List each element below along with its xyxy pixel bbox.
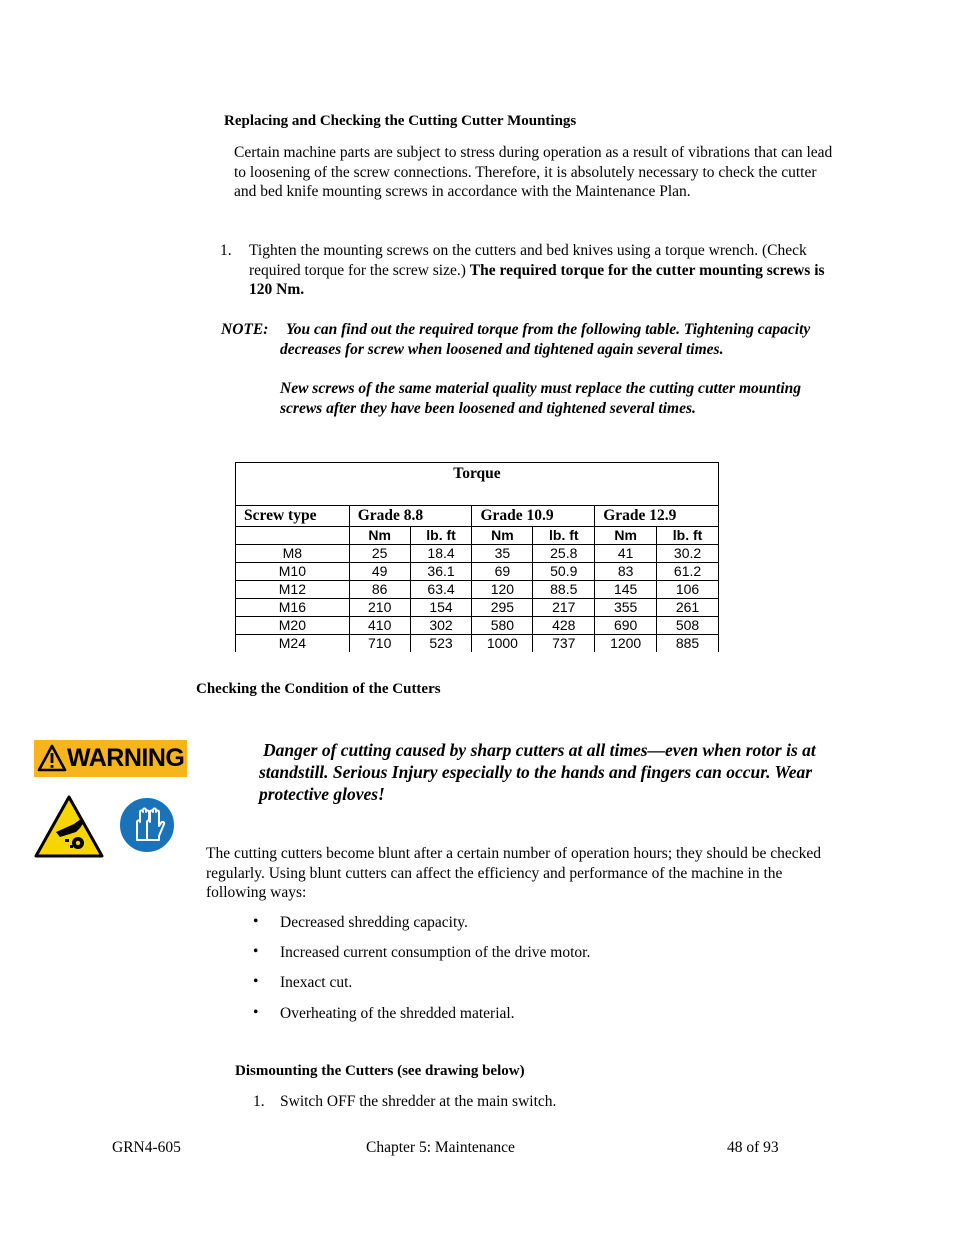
- grade-header: Grade 8.8: [349, 506, 472, 527]
- table-cell: 63.4: [410, 581, 472, 599]
- wear-gloves-icon: [118, 796, 176, 854]
- warning-triangle-icon: [37, 744, 67, 772]
- table-cell: 106: [657, 581, 719, 599]
- table-row: [236, 581, 719, 599]
- table-cell: 120: [472, 581, 533, 599]
- table-row: [236, 545, 719, 563]
- warning-badge: [34, 740, 187, 777]
- table-cell: M10: [236, 563, 350, 581]
- step-text: [249, 241, 831, 300]
- table-cell: M20: [236, 617, 350, 635]
- warning-label: WARNING: [67, 744, 185, 772]
- table-cell: 50.9: [533, 563, 595, 581]
- grade-header: Grade 10.9: [472, 506, 595, 527]
- unit-cell: lb. ft: [657, 527, 719, 545]
- table-cell: 1000: [472, 635, 533, 653]
- unit-cell: Nm: [349, 527, 410, 545]
- section-heading-cutter-condition: Checking the Condition of the Cutters: [196, 681, 441, 697]
- table-row: [236, 635, 719, 653]
- bullet-icon: •: [253, 973, 259, 990]
- step-number: 1.: [220, 242, 232, 259]
- step-text-bold: The required torque for the cutter mounting screws is 120 Nm.: [249, 261, 825, 299]
- condition-intro-paragraph: The cutting cutters become blunt after a certain number of operation hours; they should be checked regularly. Using blunt cutters can affect the efficiency and performance of the machine in the following ways:: [206, 845, 822, 902]
- bullet-icon: •: [253, 913, 259, 930]
- table-row: [236, 563, 719, 581]
- table-cell: 25.8: [533, 545, 595, 563]
- section-heading-dismounting: Dismounting the Cutters (see drawing below): [235, 1063, 525, 1079]
- intro-paragraph: Certain machine parts are subject to stress during operation as a result of vibrations that can lead to loosening of the screw connections. Therefore, it is absolutely necessary to check the cutter and bed knife mounting screws in accordance with the Maintenance Plan.: [234, 144, 833, 201]
- note-paragraph-2: New screws of the same material quality must replace the cutting cutter mounting screws after they have been loosened and tightened several times.: [280, 380, 801, 417]
- table-cell: 69: [472, 563, 533, 581]
- torque-table: [235, 462, 719, 652]
- table-cell: 428: [533, 617, 595, 635]
- table-cell: 210: [349, 599, 410, 617]
- table-cell: 86: [349, 581, 410, 599]
- list-item-text: Decreased shredding capacity.: [280, 914, 468, 931]
- footer-chapter: Chapter 5: Maintenance: [366, 1139, 515, 1156]
- table-cell: 49: [349, 563, 410, 581]
- table-cell: 25: [349, 545, 410, 563]
- grade-header: Grade 12.9: [595, 506, 719, 527]
- table-cell: 217: [533, 599, 595, 617]
- table-cell: 61.2: [657, 563, 719, 581]
- table-cell: M16: [236, 599, 350, 617]
- warning-text: Danger of cutting caused by sharp cutters at all times—even when rotor is at standstill. Serious Injury especially to the hands and fingers can occur. Wear protective gloves!: [259, 740, 816, 804]
- list-item-text: Overheating of the shredded material.: [280, 1005, 515, 1022]
- cutting-hazard-icon: [34, 795, 104, 858]
- table-cell: M12: [236, 581, 350, 599]
- bullet-icon: •: [253, 1004, 259, 1021]
- table-cell: 88.5: [533, 581, 595, 599]
- list-item-text: Inexact cut.: [280, 974, 353, 991]
- table-cell: 410: [349, 617, 410, 635]
- bullet-icon: •: [253, 943, 259, 960]
- table-cell: 1200: [595, 635, 657, 653]
- step-text-plain: Tighten the mounting screws on the cutters and bed knives using a torque wrench. (Check required torque for the screw size.): [249, 242, 807, 279]
- table-cell: 885: [657, 635, 719, 653]
- table-cell: 295: [472, 599, 533, 617]
- footer-page-number: 48 of 93: [727, 1139, 779, 1156]
- footer-doc-id: GRN4-605: [112, 1139, 181, 1156]
- section-heading-cutter-mountings: Replacing and Checking the Cutting Cutter Mountings: [224, 113, 577, 129]
- table-cell: 710: [349, 635, 410, 653]
- unit-cell: [236, 527, 350, 545]
- table-title: Torque: [236, 463, 719, 506]
- table-cell: 523: [410, 635, 472, 653]
- unit-cell: lb. ft: [533, 527, 595, 545]
- table-cell: 154: [410, 599, 472, 617]
- table-cell: 508: [657, 617, 719, 635]
- table-cell: 36.1: [410, 563, 472, 581]
- table-row: [236, 599, 719, 617]
- table-cell: 41: [595, 545, 657, 563]
- table-cell: 690: [595, 617, 657, 635]
- table-cell: 35: [472, 545, 533, 563]
- table-cell: 18.4: [410, 545, 472, 563]
- col-screw-type: Screw type: [236, 506, 350, 527]
- unit-cell: lb. ft: [410, 527, 472, 545]
- unit-cell: Nm: [595, 527, 657, 545]
- table-cell: 355: [595, 599, 657, 617]
- table-cell: M8: [236, 545, 350, 563]
- note-paragraph-1: You can find out the required torque from the following table. Tightening capacity decreases for screw when loosened and tightened again several times.: [280, 321, 811, 358]
- list-item-text: Increased current consumption of the drive motor.: [280, 944, 591, 961]
- table-cell: 580: [472, 617, 533, 635]
- table-cell: 83: [595, 563, 657, 581]
- table-cell: 30.2: [657, 545, 719, 563]
- table-row: [236, 617, 719, 635]
- dismount-step-number: 1.: [253, 1093, 265, 1110]
- unit-cell: Nm: [472, 527, 533, 545]
- table-cell: 737: [533, 635, 595, 653]
- note-label: NOTE:: [221, 321, 269, 338]
- table-cell: 261: [657, 599, 719, 617]
- dismount-step-text: Switch OFF the shredder at the main switch.: [280, 1093, 557, 1110]
- table-cell: M24: [236, 635, 350, 653]
- table-cell: 145: [595, 581, 657, 599]
- table-cell: 302: [410, 617, 472, 635]
